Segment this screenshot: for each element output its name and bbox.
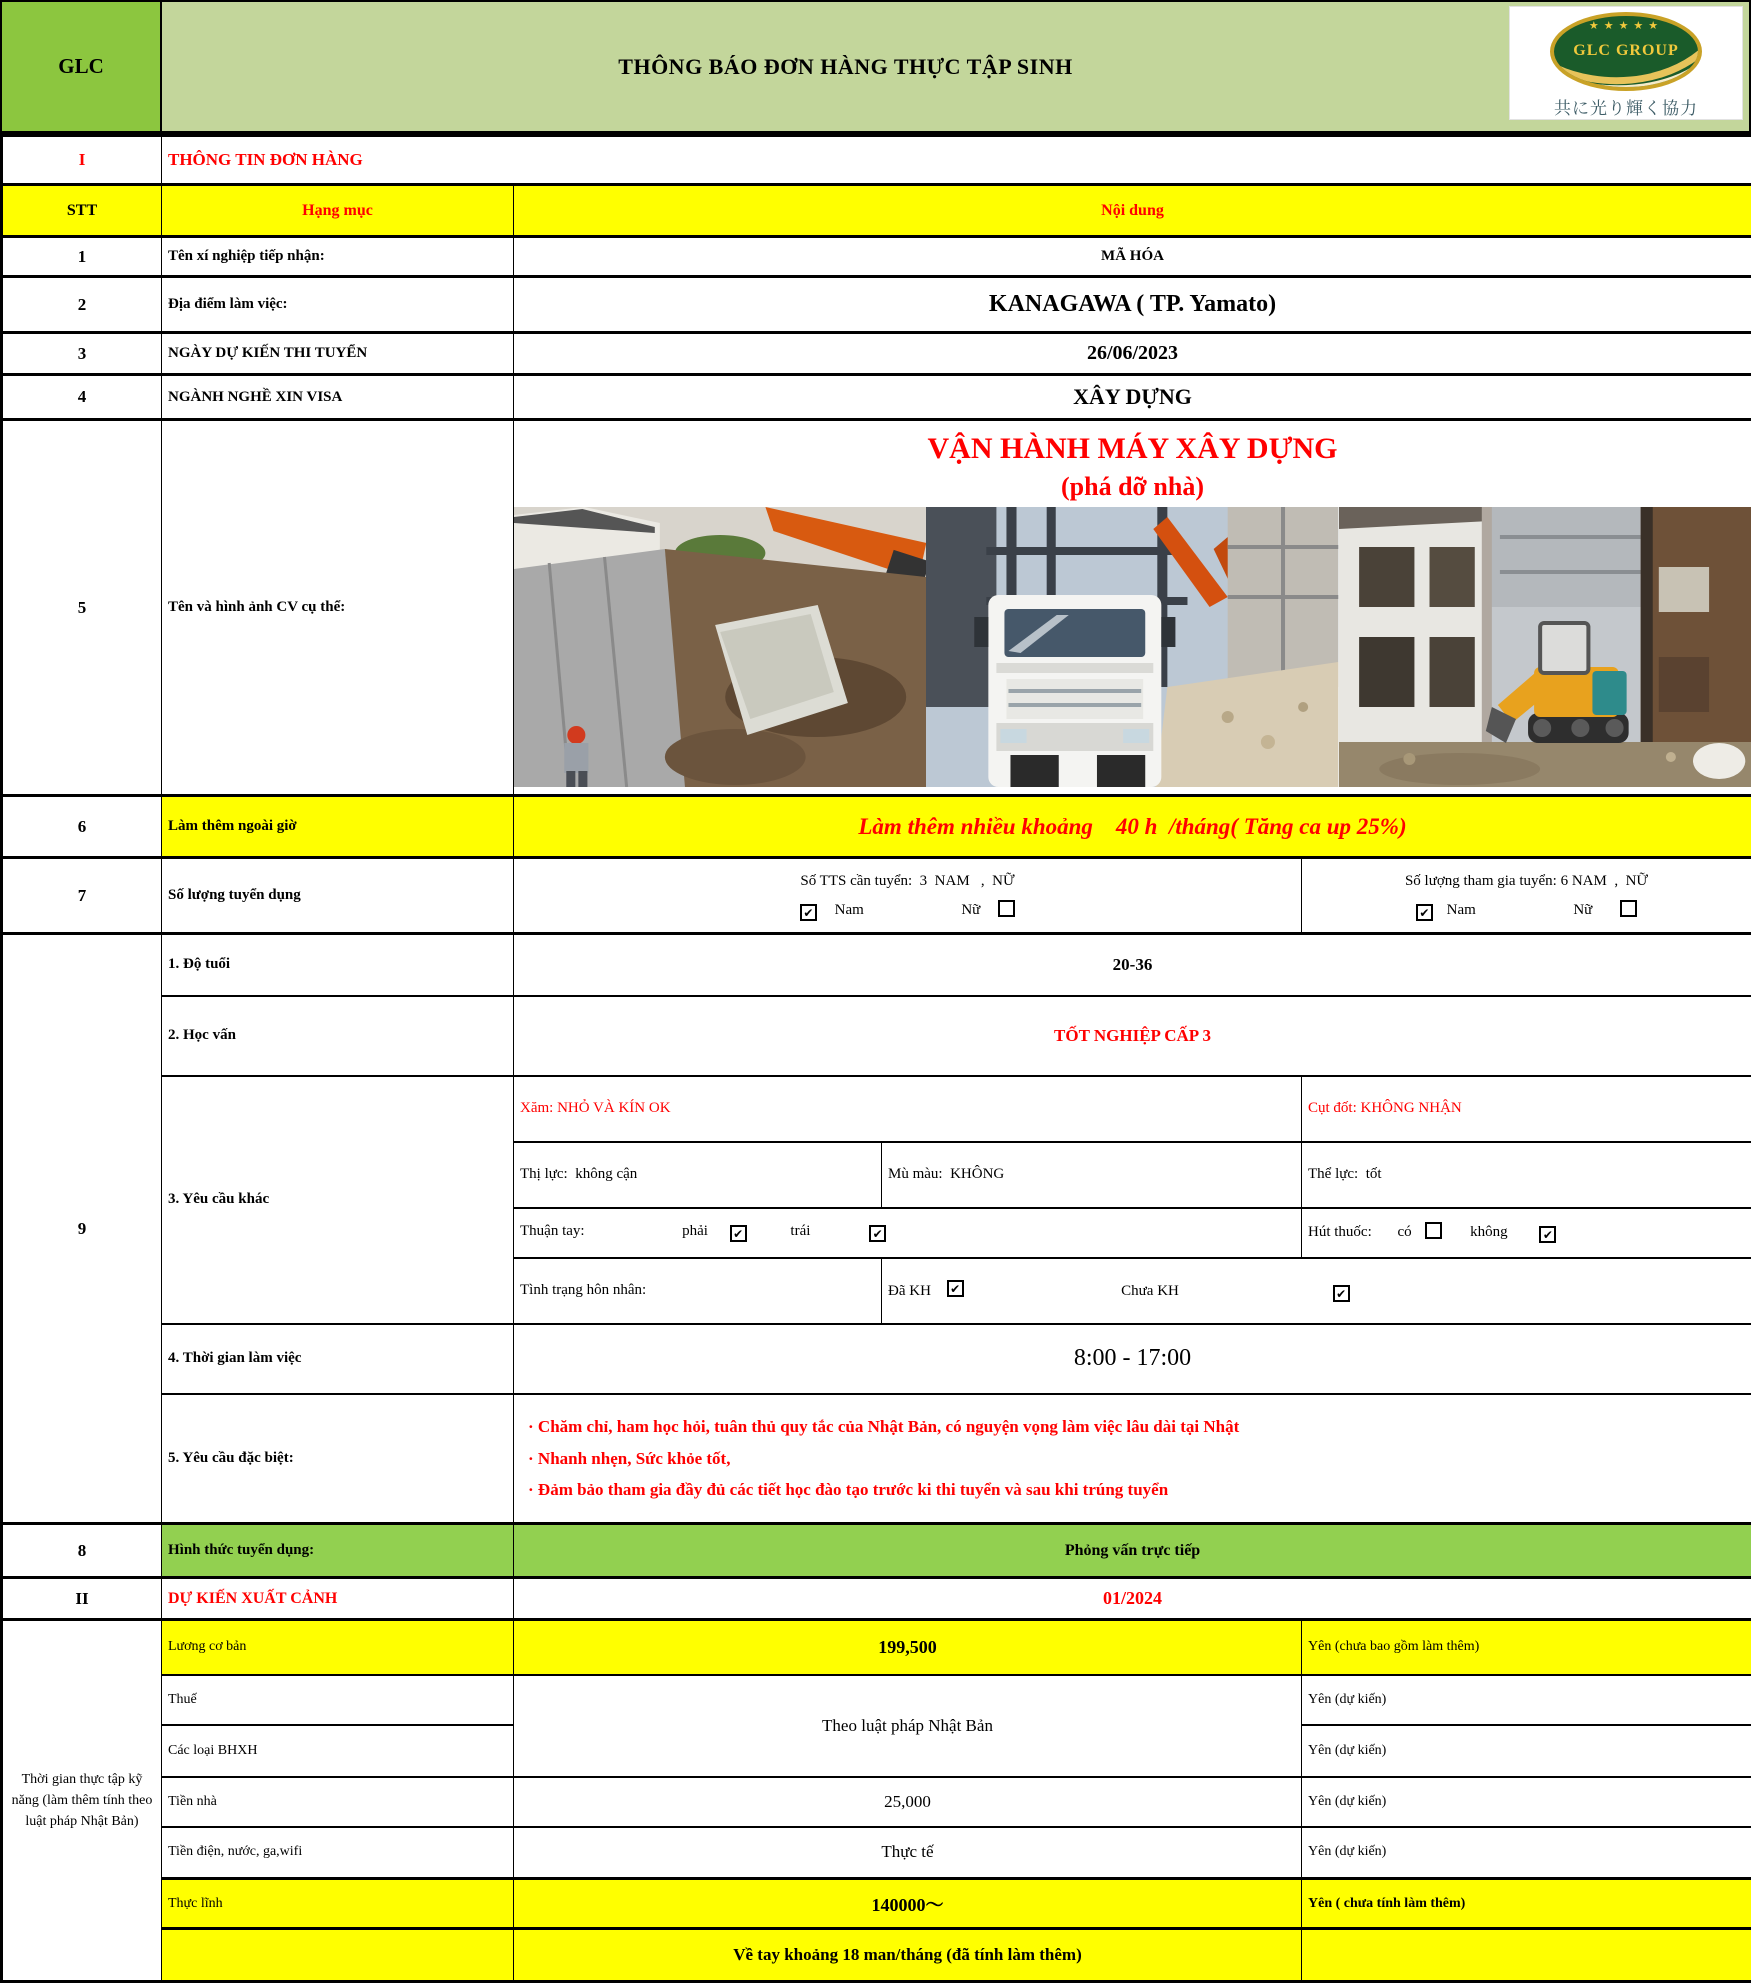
row-interview-format: [2, 1524, 1751, 1578]
logo-caption: 共に光り輝く協力: [1554, 94, 1698, 119]
hand-right-label: phải: [682, 1223, 708, 1239]
row-exam-date: [2, 333, 1751, 375]
job-title: VẬN HÀNH MÁY XÂY DỰNG: [514, 429, 1751, 470]
photo-white-truck-site: [926, 507, 1338, 787]
photo-demolition-site-excavator: [514, 507, 926, 787]
header-main: [162, 2, 1749, 131]
check-mark: ✔: [1419, 906, 1429, 920]
section-ii-num: II: [2, 1578, 162, 1620]
marital-label-cell: Tình trạng hôn nhân:: [514, 1258, 882, 1324]
hand-left-label: trái: [790, 1223, 810, 1239]
checkbox-joining-male[interactable]: [1416, 904, 1433, 921]
rent-label: Tiền nhà: [162, 1777, 514, 1827]
other-requirements-label: 3. Yêu cầu khác: [162, 1076, 514, 1324]
row-tax: [2, 1675, 1751, 1725]
glc-logo-emblem: [1550, 12, 1702, 91]
utilities-value: Thực tế: [514, 1827, 1302, 1879]
checkbox-needed-male[interactable]: [800, 904, 817, 921]
row-takehome: [2, 1929, 1751, 1982]
married-label: Đã KH: [888, 1283, 931, 1299]
handedness-label: Thuận tay:: [520, 1223, 585, 1239]
row-exam-date-label: NGÀY DỰ KIẾN THI TUYỂN: [162, 333, 514, 375]
row-age: [2, 934, 1751, 996]
row-exam-date-num: 3: [2, 333, 162, 375]
row-special-requirements: [2, 1394, 1751, 1524]
row-quantity-num: 7: [2, 858, 162, 934]
column-header-row: [2, 185, 1751, 237]
row-location-label: Địa điểm làm việc:: [162, 277, 514, 333]
glc-group-logo: [1509, 6, 1743, 120]
quantity-joining-cell: [1302, 858, 1751, 934]
finger-cell: Cụt đốt: KHÔNG NHẬN: [1302, 1076, 1751, 1142]
row-job-label: Tên và hình ảnh CV cụ thể:: [162, 420, 514, 796]
smoking-cell: [1302, 1208, 1751, 1258]
swoosh-icon: [1554, 16, 1702, 91]
special-bullet-3: · Đảm bảo tham gia đầy đủ các tiết học đào tạo trước ki thi tuyển và sau khi trúng tuyển: [528, 1474, 1745, 1505]
check-mark: ✔: [1543, 1228, 1553, 1242]
education-label: 2. Học vấn: [162, 996, 514, 1076]
row-exam-date-value: 26/06/2023: [514, 333, 1751, 375]
job-title-block: [514, 421, 1751, 507]
departure-value: 01/2024: [514, 1578, 1751, 1620]
tax-unit: Yên (dự kiến): [1302, 1675, 1751, 1725]
education-value: TỐT NGHIỆP CẤP 3: [514, 996, 1751, 1076]
handedness-cell: [514, 1208, 1302, 1258]
tattoo-cell: Xăm: NHỎ VÀ KÍN OK: [514, 1076, 1302, 1142]
row-utilities: [2, 1827, 1751, 1879]
quantity-joining-checkline: [1308, 896, 1745, 925]
checkbox-smoking-yes[interactable]: [1425, 1222, 1442, 1239]
colorblind-cell: Mù màu: KHÔNG: [882, 1142, 1302, 1208]
rent-unit: Yên (dự kiến): [1302, 1777, 1751, 1827]
row-net-salary: [2, 1879, 1751, 1929]
section-i-num: I: [2, 136, 162, 185]
col-header-category: Hạng mục: [162, 185, 514, 237]
joining-male-label: Nam: [1447, 902, 1476, 918]
row-visa-value: XÂY DỰNG: [514, 375, 1751, 420]
row-overtime-value: Làm thêm nhiều khoảng 40 h /tháng( Tăng ca up 25%): [514, 796, 1751, 858]
logo-brand-text: GLC GROUP: [1554, 42, 1698, 60]
needed-male-label: Nam: [835, 902, 864, 918]
row-education: [2, 996, 1751, 1076]
check-mark: ✔: [803, 906, 813, 920]
row-visa-label: NGÀNH NGHỀ XIN VISA: [162, 375, 514, 420]
check-mark: ✔: [1336, 1287, 1346, 1301]
check-mark: ✔: [733, 1227, 743, 1241]
special-bullets: [514, 1394, 1751, 1524]
row-quantity: [2, 858, 1751, 934]
quantity-needed-line: Số TTS cần tuyển: 3 NAM , NỮ: [520, 867, 1295, 896]
vision-cell: Thị lực: không cận: [514, 1142, 882, 1208]
section-i-title: THÔNG TIN ĐƠN HÀNG: [162, 136, 1751, 185]
insurance-label: Các loại BHXH: [162, 1725, 514, 1777]
row-overtime-label: Làm thêm ngoài giờ: [162, 796, 514, 858]
row-worktime: [2, 1324, 1751, 1394]
age-value: 20-36: [514, 934, 1751, 996]
check-mark: ✔: [950, 1282, 960, 1296]
checkbox-needed-female[interactable]: [998, 900, 1015, 917]
stars-icon: ★★★★★: [1554, 19, 1698, 32]
quantity-needed-cell: [514, 858, 1302, 934]
checkbox-single[interactable]: [1333, 1285, 1350, 1302]
special-bullet-2: · Nhanh nhẹn, Sức khỏe tốt,: [528, 1443, 1745, 1474]
checkbox-hand-left[interactable]: [869, 1225, 886, 1242]
row-quantity-label: Số lượng tuyển dụng: [162, 858, 514, 934]
joining-female-label: Nữ: [1573, 902, 1592, 918]
col-header-stt: STT: [2, 185, 162, 237]
tax-insurance-value: Theo luật pháp Nhật Bản: [514, 1675, 1302, 1777]
row-job-num: 5: [2, 420, 162, 796]
row-visa-num: 4: [2, 375, 162, 420]
net-salary-value: 140000～: [514, 1879, 1302, 1929]
single-label: Chưa KH: [1121, 1283, 1179, 1299]
sheet-header: [0, 0, 1751, 134]
row-location-value: KANAGAWA ( TP. Yamato): [514, 277, 1751, 333]
takehome-unit-cell: [1302, 1929, 1751, 1982]
age-label: 1. Độ tuổi: [162, 934, 514, 996]
tax-label: Thuế: [162, 1675, 514, 1725]
departure-label: DỰ KIẾN XUẤT CẢNH: [162, 1578, 514, 1620]
row-tattoo: [2, 1076, 1751, 1142]
needed-female-label: Nữ: [961, 902, 980, 918]
checkbox-married[interactable]: [947, 1280, 964, 1297]
utilities-unit: Yên (dự kiến): [1302, 1827, 1751, 1879]
row-visa: [2, 375, 1751, 420]
brand-cell: GLC: [2, 2, 162, 131]
row-job-photos: [2, 420, 1751, 796]
row-company-num: 1: [2, 237, 162, 277]
worktime-label: 4. Thời gian làm việc: [162, 1324, 514, 1394]
checkbox-hand-right[interactable]: [730, 1225, 747, 1242]
insurance-unit: Yên (dự kiến): [1302, 1725, 1751, 1777]
net-salary-label: Thực lĩnh: [162, 1879, 514, 1929]
col-header-content: Nội dung: [514, 185, 1751, 237]
smoking-no-label: không: [1470, 1224, 1508, 1240]
checkbox-smoking-no[interactable]: [1539, 1226, 1556, 1243]
row-company-value: MÃ HÓA: [514, 237, 1751, 277]
row-location-num: 2: [2, 277, 162, 333]
section-i-row: [2, 136, 1751, 185]
basic-salary-label: Lương cơ bản: [162, 1620, 514, 1675]
row-company: [2, 237, 1751, 277]
fitness-cell: Thể lực: tốt: [1302, 1142, 1751, 1208]
smoking-yes-label: có: [1398, 1224, 1412, 1240]
basic-salary-unit: Yên (chưa bao gồm làm thêm): [1302, 1620, 1751, 1675]
row-basic-salary: [2, 1620, 1751, 1675]
row-departure: [2, 1578, 1751, 1620]
row-rent: [2, 1777, 1751, 1827]
check-mark: ✔: [873, 1227, 883, 1241]
quantity-needed-checkline: [520, 896, 1295, 925]
row-overtime: [2, 796, 1751, 858]
row-company-label: Tên xí nghiệp tiếp nhận:: [162, 237, 514, 277]
section-9-num: 9: [2, 934, 162, 1524]
worktime-value: 8:00 - 17:00: [514, 1324, 1751, 1394]
order-table: [0, 134, 1751, 1983]
photo-mini-excavator-houses: [1339, 507, 1751, 787]
job-subtitle: (phá dỡ nhà): [514, 470, 1751, 504]
checkbox-joining-female[interactable]: [1620, 900, 1637, 917]
utilities-label: Tiền điện, nước, ga,wifi: [162, 1827, 514, 1879]
page-title: THÔNG BÁO ĐƠN HÀNG THỰC TẬP SINH: [618, 54, 1072, 80]
special-label: 5. Yêu cầu đặc biệt:: [162, 1394, 514, 1524]
net-salary-unit: Yên ( chưa tính làm thêm): [1302, 1879, 1751, 1929]
row-job-content: [514, 420, 1751, 796]
quantity-joining-line: Số lượng tham gia tuyển: 6 NAM , NỮ: [1308, 867, 1745, 896]
marital-value-cell: [882, 1258, 1751, 1324]
takehome-label-cell: [162, 1929, 514, 1982]
rent-value: 25,000: [514, 1777, 1302, 1827]
interview-format-value: Phỏng vấn trực tiếp: [514, 1524, 1751, 1578]
salary-side-note: Thời gian thực tập kỹ năng (làm thêm tính theo luật pháp Nhật Bản): [2, 1620, 162, 1982]
row-interview-num: 8: [2, 1524, 162, 1578]
basic-salary-value: 199,500: [514, 1620, 1302, 1675]
special-bullet-1: · Chăm chỉ, ham học hỏi, tuân thủ quy tắc của Nhật Bản, có nguyện vọng làm việc lâu dài tại Nhật: [528, 1411, 1745, 1442]
smoking-label: Hút thuốc:: [1308, 1224, 1372, 1240]
job-photos: [514, 507, 1751, 787]
row-overtime-num: 6: [2, 796, 162, 858]
takehome-value: Về tay khoảng 18 man/tháng (đã tính làm thêm): [514, 1929, 1302, 1982]
interview-format-label: Hình thức tuyển dụng:: [162, 1524, 514, 1578]
row-location: [2, 277, 1751, 333]
